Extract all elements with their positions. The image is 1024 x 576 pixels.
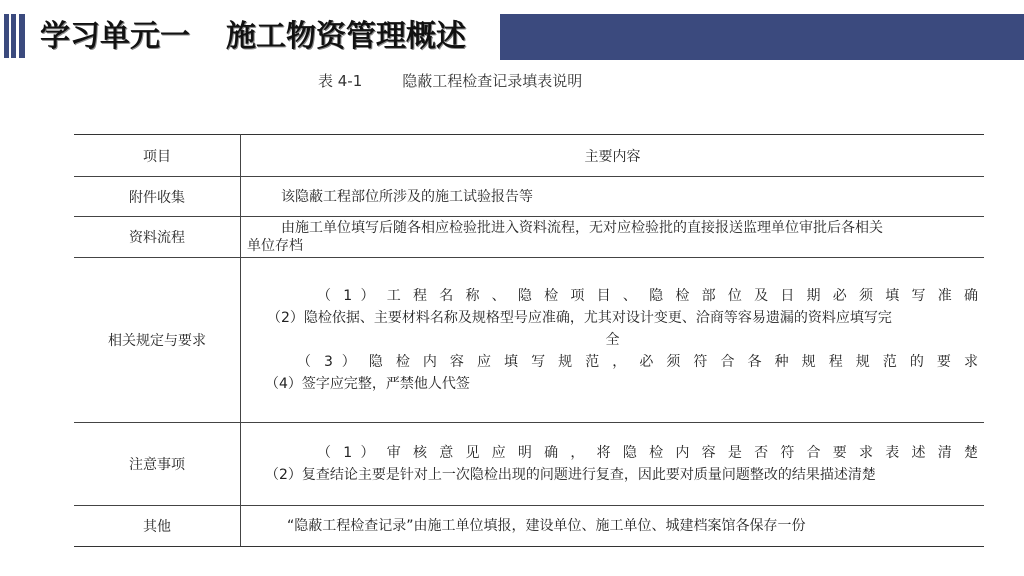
- header-cell-item: 项目: [74, 135, 241, 177]
- header-band: [500, 14, 1024, 60]
- row-content: [241, 217, 985, 258]
- row-label: 其他: [74, 506, 241, 547]
- content-line: 由施工单位填写后随各相应检验批进入资料流程，无对应检验批的直接报送监理单位审批后各相关: [281, 220, 883, 236]
- table-row: [74, 258, 984, 423]
- row-content: [241, 506, 985, 547]
- content-line: （ 1 ） 工 程 名 称 、 隐 检 项 目 、 隐 检 部 位 及 日 期 必 须 填 写 准 确: [317, 288, 978, 304]
- unit-label: 学习单元一: [40, 19, 190, 54]
- table-number: 表 4-1: [318, 72, 363, 90]
- content-line: “隐蔽工程检查记录”由施工单位填报，建设单位、施工单位、城建档案馆各保存一份: [287, 518, 806, 534]
- table-caption: [318, 70, 582, 91]
- row-label: 注意事项: [74, 423, 241, 506]
- instructions-table: [74, 134, 984, 547]
- decor-bar: [11, 14, 16, 58]
- unit-topic: 施工物资管理概述: [226, 19, 466, 54]
- row-content: [241, 177, 985, 217]
- content-line: （ 3 ） 隐 检 内 容 应 填 写 规 范 ， 必 须 符 合 各 种 规 程 规 范 的 要 求: [297, 354, 978, 370]
- content-line: 全: [605, 332, 620, 348]
- header-cell-content: 主要内容: [241, 135, 985, 177]
- decor-bar: [4, 14, 9, 58]
- table-row: [74, 506, 984, 547]
- table-row: [74, 423, 984, 506]
- content-line: （2）隐检依据、主要材料名称及规格型号应准确，尤其对设计变更、洽商等容易遗漏的资料应填写完: [267, 310, 892, 326]
- row-label: 附件收集: [74, 177, 241, 217]
- row-content: [241, 423, 985, 506]
- decor-bar: [19, 14, 25, 58]
- row-label: 资料流程: [74, 217, 241, 258]
- page-title: [40, 14, 466, 60]
- content-line: （2）复查结论主要是针对上一次隐检出现的问题进行复查，因此要对质量问题整改的结果描述清楚: [265, 467, 876, 483]
- table-title: 隐蔽工程检查记录填表说明: [402, 72, 583, 90]
- row-content: [241, 258, 985, 423]
- content-line: 该隐蔽工程部位所涉及的施工试验报告等: [281, 188, 533, 205]
- table-row: [74, 217, 984, 258]
- content-line: （4）签字应完整，严禁他人代签: [265, 376, 470, 392]
- table-header-row: [74, 135, 984, 177]
- content-line: （ 1 ） 审 核 意 见 应 明 确 ， 将 隐 检 内 容 是 否 符 合 要 求 表 述 清 楚: [317, 445, 978, 461]
- row-label: 相关规定与要求: [74, 258, 241, 423]
- table-row: [74, 177, 984, 217]
- content-line: 单位存档: [247, 238, 303, 254]
